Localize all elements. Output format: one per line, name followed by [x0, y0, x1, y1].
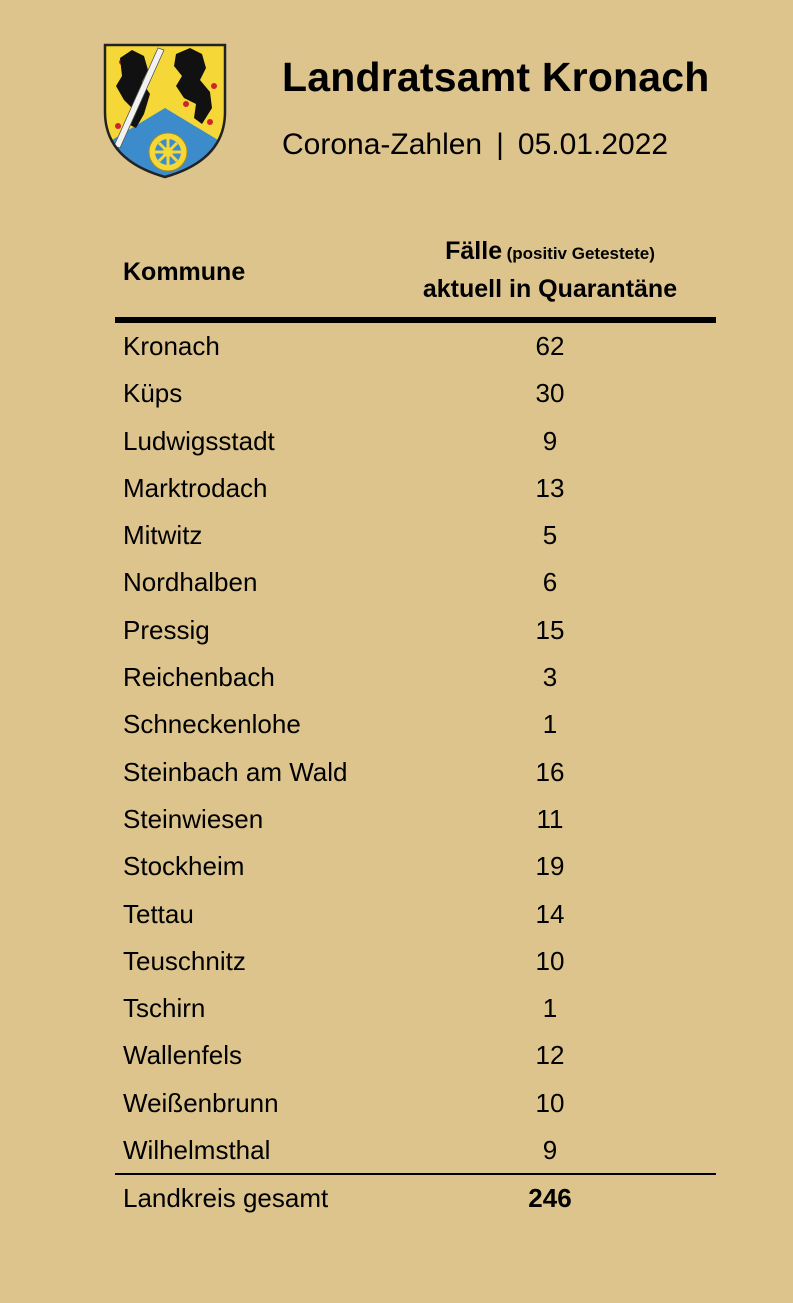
total-divider: [115, 1173, 716, 1175]
table-row: [0, 471, 793, 518]
kommune-name: Mitwitz: [123, 520, 203, 551]
case-count: 14: [535, 898, 565, 929]
case-count: 15: [535, 614, 565, 645]
total-value: 246: [528, 1183, 572, 1213]
kommune-name: Wallenfels: [123, 1040, 242, 1071]
subtitle-separator: |: [496, 128, 504, 161]
case-count: 10: [535, 945, 565, 976]
case-count: 19: [535, 851, 565, 882]
case-count: 1: [542, 993, 558, 1024]
case-count: 6: [542, 567, 558, 598]
table-row: [0, 1086, 793, 1133]
header-divider: [115, 317, 716, 323]
table-row: [0, 1038, 793, 1085]
table-row: [0, 613, 793, 660]
case-count: 30: [535, 378, 565, 409]
kommune-name: Ludwigsstadt: [123, 425, 275, 456]
table-row: [0, 707, 793, 754]
subtitle-date: 05.01.2022: [517, 128, 669, 161]
kommune-name: Weißenbrunn: [123, 1087, 279, 1118]
kommune-name: Tschirn: [123, 993, 206, 1024]
kommune-name: Marktrodach: [123, 472, 268, 503]
table-row: [0, 897, 793, 944]
kommune-name: Stockheim: [123, 851, 245, 882]
kommune-name: Reichenbach: [123, 662, 275, 693]
table-row: [0, 565, 793, 612]
subtitle-label: Corona-Zahlen: [282, 128, 483, 161]
kommune-name: Steinbach am Wald: [123, 756, 348, 787]
kommune-name: Schneckenlohe: [123, 709, 301, 740]
column-header-faelle: [400, 234, 700, 306]
table-row: [0, 944, 793, 991]
coat-of-arms-icon: [102, 42, 228, 180]
column-header-faelle-note: (positiv Getestete): [506, 244, 655, 263]
column-header-kommune: Kommune: [123, 258, 246, 286]
case-count: 9: [542, 1135, 558, 1166]
kommune-name: Kronach: [123, 331, 220, 361]
case-count: 3: [542, 662, 558, 693]
kommune-name: Nordhalben: [123, 567, 258, 598]
table-row: [0, 802, 793, 849]
case-count: 13: [535, 472, 565, 503]
kommune-name: Küps: [123, 378, 183, 409]
case-count: 9: [542, 425, 558, 456]
case-count: 16: [535, 756, 565, 787]
table-row: [0, 755, 793, 802]
table-row: [0, 329, 793, 376]
kommune-name: Teuschnitz: [123, 945, 246, 976]
column-header-faelle-line2: aktuell in Quarantäne: [422, 275, 678, 303]
case-count: 11: [536, 803, 564, 834]
table-row: [0, 849, 793, 896]
table-body: [0, 329, 793, 1180]
kommune-name: Tettau: [123, 898, 194, 929]
column-header-faelle-main: Fälle: [445, 237, 503, 265]
page-title: Landratsamt Kronach: [282, 54, 710, 100]
table-row: [0, 424, 793, 471]
case-count: 10: [535, 1087, 565, 1118]
table-row: [0, 376, 793, 423]
column-header-faelle-line1: [400, 234, 700, 272]
table-row: [0, 518, 793, 565]
total-label: Landkreis gesamt: [123, 1183, 329, 1213]
kommune-name: Steinwiesen: [123, 803, 264, 834]
case-count: 5: [542, 520, 558, 551]
case-count: 12: [535, 1040, 565, 1071]
kommune-name: Pressig: [123, 614, 210, 645]
case-count: 62: [535, 331, 565, 361]
case-count: 1: [542, 709, 558, 740]
page-subtitle: [282, 128, 668, 162]
table-row: [0, 991, 793, 1038]
table-row: [0, 660, 793, 707]
kommune-name: Wilhelmsthal: [123, 1135, 271, 1166]
